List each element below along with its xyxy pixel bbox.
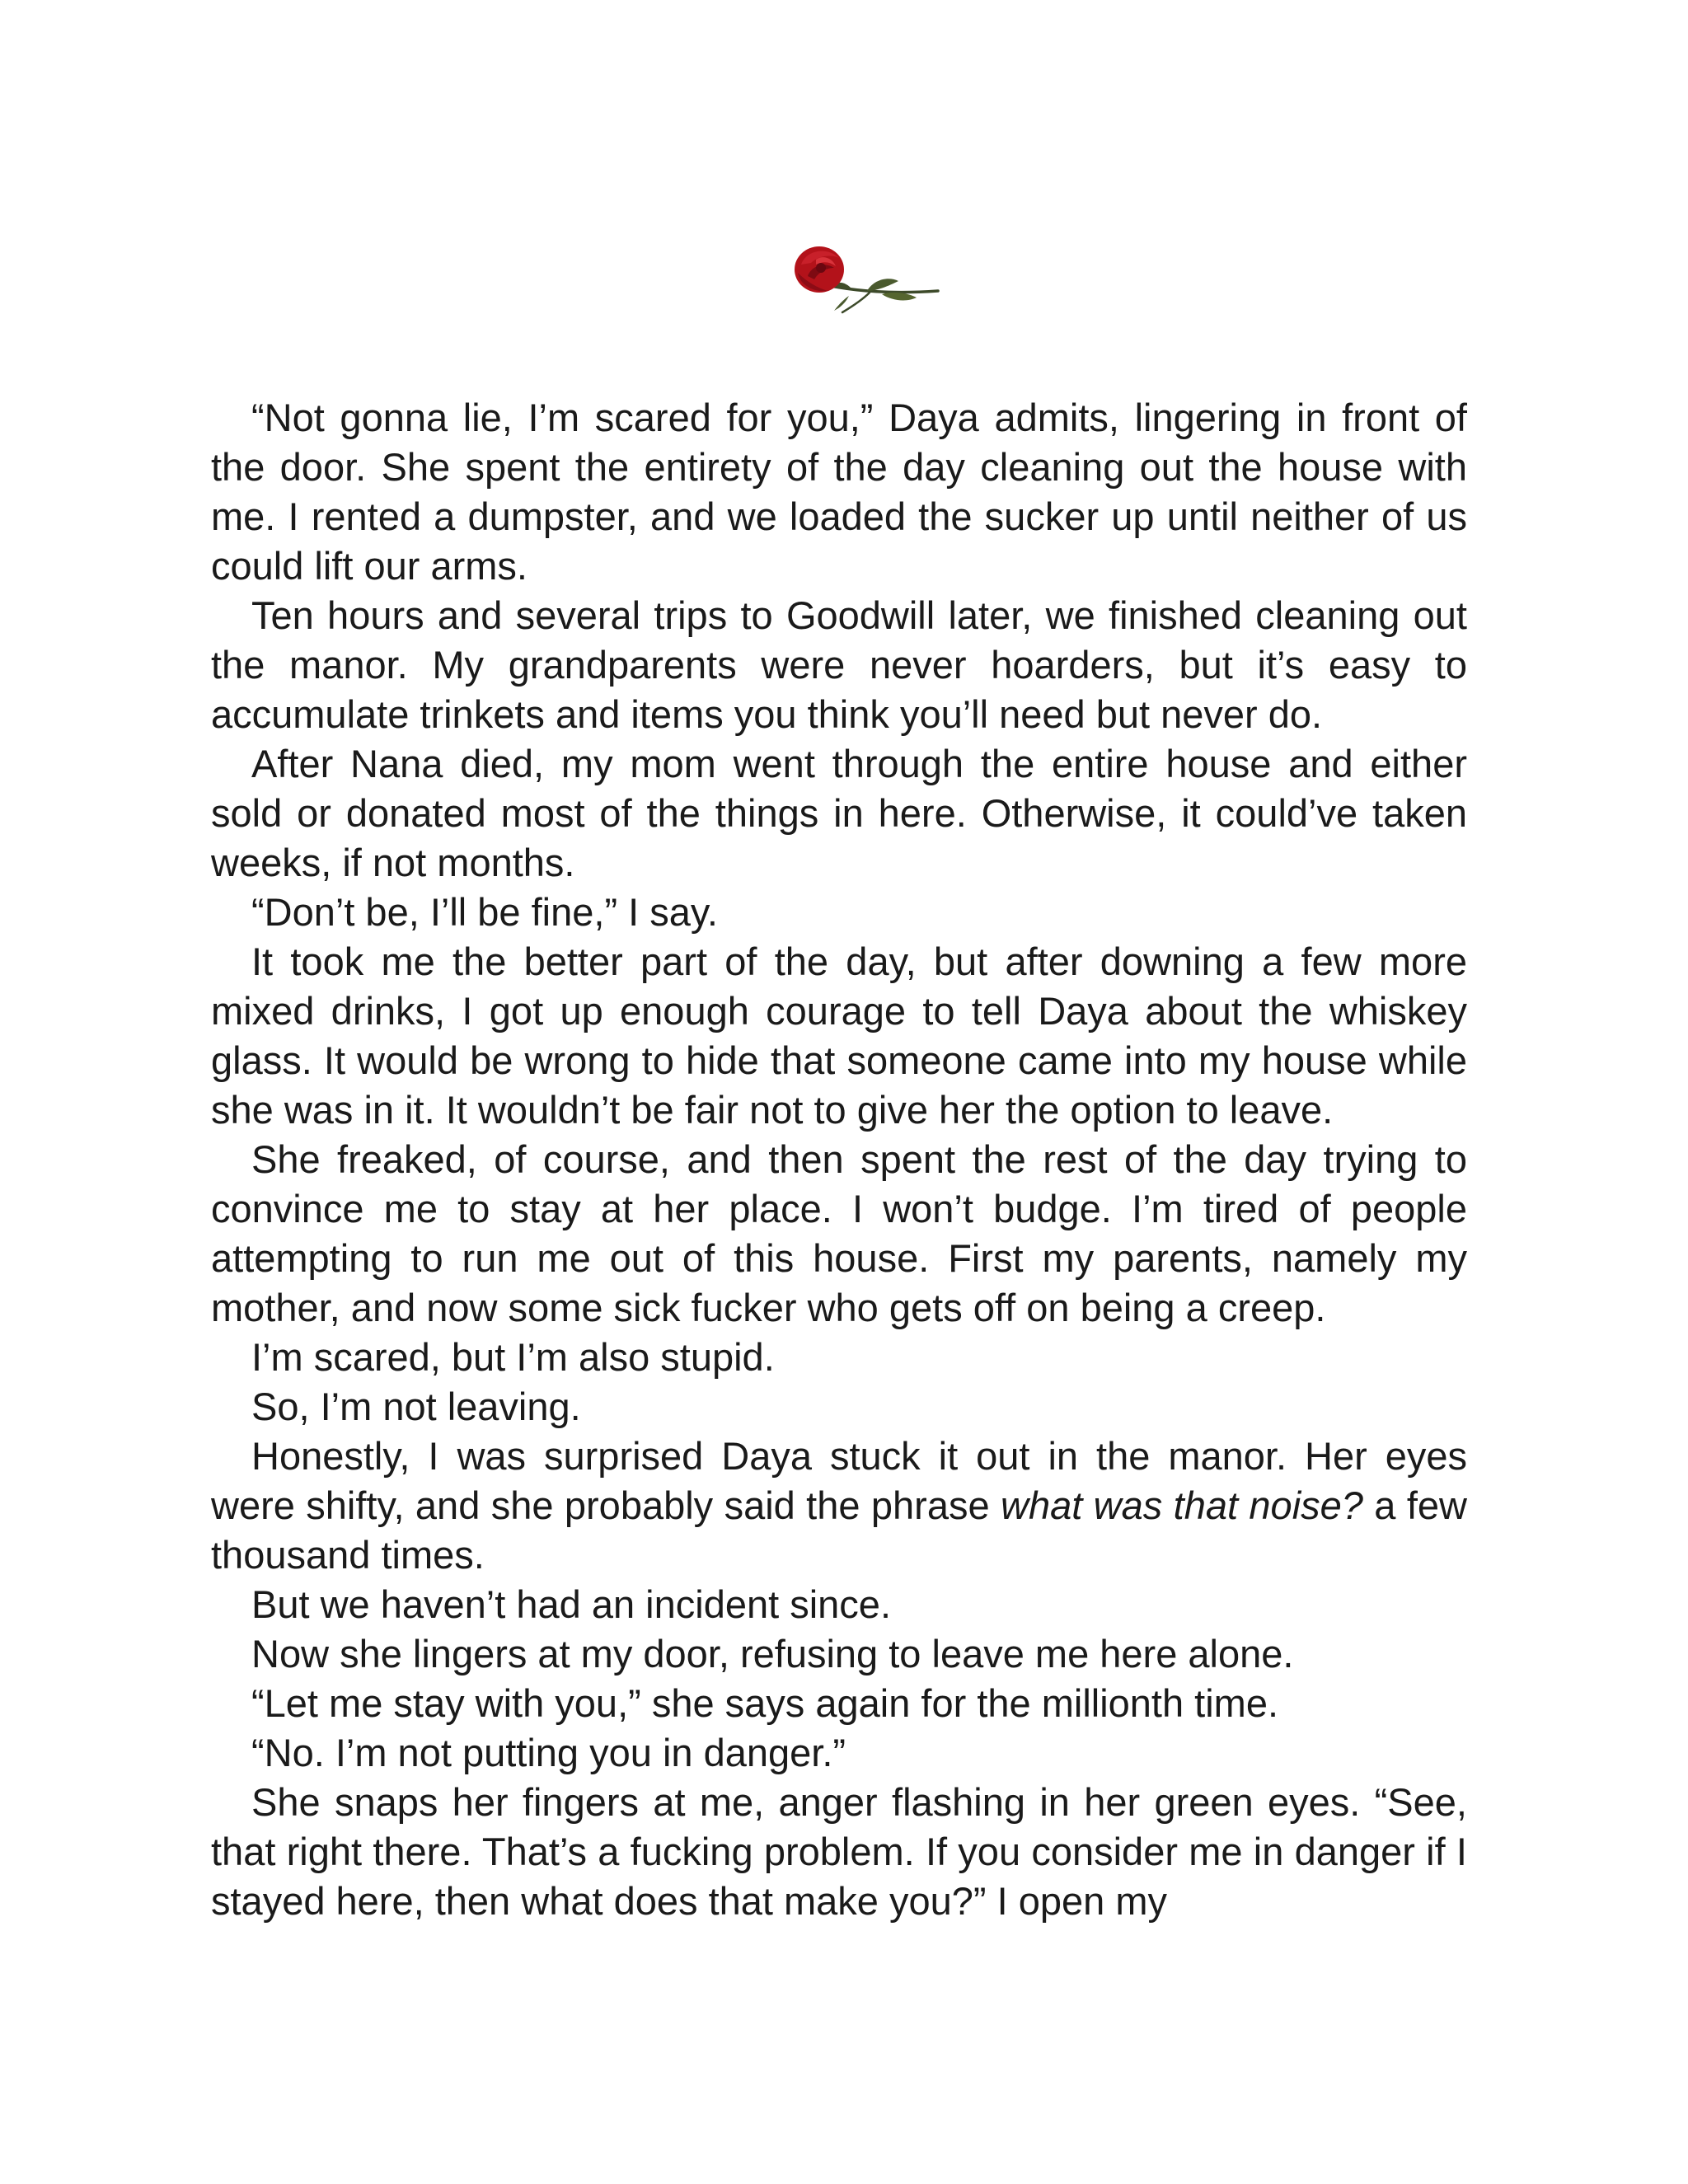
paragraph-text: “Don’t be, I’ll be fine,” I say.: [251, 890, 718, 934]
paragraph-text: “No. I’m not putting you in danger.”: [251, 1731, 846, 1774]
paragraph-text: After Nana died, my mom went through the entire house and either sold or donated most of the things in here. Otherwise, it could’ve taken weeks, if not months.: [211, 742, 1467, 884]
paragraph-text: It took me the better part of the day, but after downing a few more mixed drinks, I got up enough courage to tell Daya about the whiskey glass. It would be wrong to hide that someone came into my house while she was in it. It wouldn’t be fair not to give her the option to leave.: [211, 940, 1467, 1132]
paragraph: [211, 1580, 1467, 1629]
paragraph: [211, 1382, 1467, 1432]
paragraph-text: She freaked, of course, and then spent the rest of the day trying to convince me to stay at her place. I won’t budge. I’m tired of people attempting to run me out of this house. First my parents, namely my mother, and now some sick fucker who gets off on being a creep.: [211, 1137, 1467, 1329]
paragraph: [211, 1778, 1467, 1926]
paragraph: [211, 888, 1467, 937]
paragraph-text: Honestly, I was surprised Daya stuck it out in the manor. Her eyes were shifty, and she probably said the phrase: [211, 1434, 1467, 1527]
paragraph: [211, 393, 1467, 591]
paragraph: [211, 739, 1467, 888]
paragraph: [211, 1728, 1467, 1778]
rose-icon: [791, 243, 944, 317]
paragraph-text: Ten hours and several trips to Goodwill later, we finished cleaning out the manor. My grandparents were never hoarders, but it’s easy to accumulate trinkets and items you think you’ll need but never do.: [211, 593, 1467, 736]
paragraph-text: I’m scared, but I’m also stupid.: [251, 1335, 775, 1379]
paragraph: [211, 1629, 1467, 1679]
emphasis-text: what was that noise?: [1001, 1483, 1363, 1527]
paragraph-text: She snaps her fingers at me, anger flashing in her green eyes. “See, that right there. That’s a fucking problem. If you consider me in danger if I stayed here, then what does that make you?” I open my: [211, 1780, 1467, 1923]
paragraph-text: Now she lingers at my door, refusing to leave me here alone.: [251, 1632, 1294, 1675]
paragraph-text: But we haven’t had an incident since.: [251, 1582, 892, 1626]
paragraph: [211, 937, 1467, 1135]
paragraph: [211, 1679, 1467, 1728]
paragraph: [211, 1135, 1467, 1333]
paragraph: [211, 1432, 1467, 1580]
paragraph: [211, 1333, 1467, 1382]
story-text: [211, 393, 1467, 1926]
paragraph-text: a few thousand times.: [211, 1483, 1467, 1577]
paragraph: [211, 591, 1467, 739]
paragraph-text: “Let me stay with you,” she says again for the millionth time.: [251, 1681, 1279, 1725]
paragraph-text: “Not gonna lie, I’m scared for you,” Daya admits, lingering in front of the door. She spent the entirety of the day cleaning out the house with me. I rented a dumpster, and we loaded the sucker up until neither of us could lift our arms.: [211, 396, 1467, 588]
paragraph-text: So, I’m not leaving.: [251, 1385, 581, 1428]
